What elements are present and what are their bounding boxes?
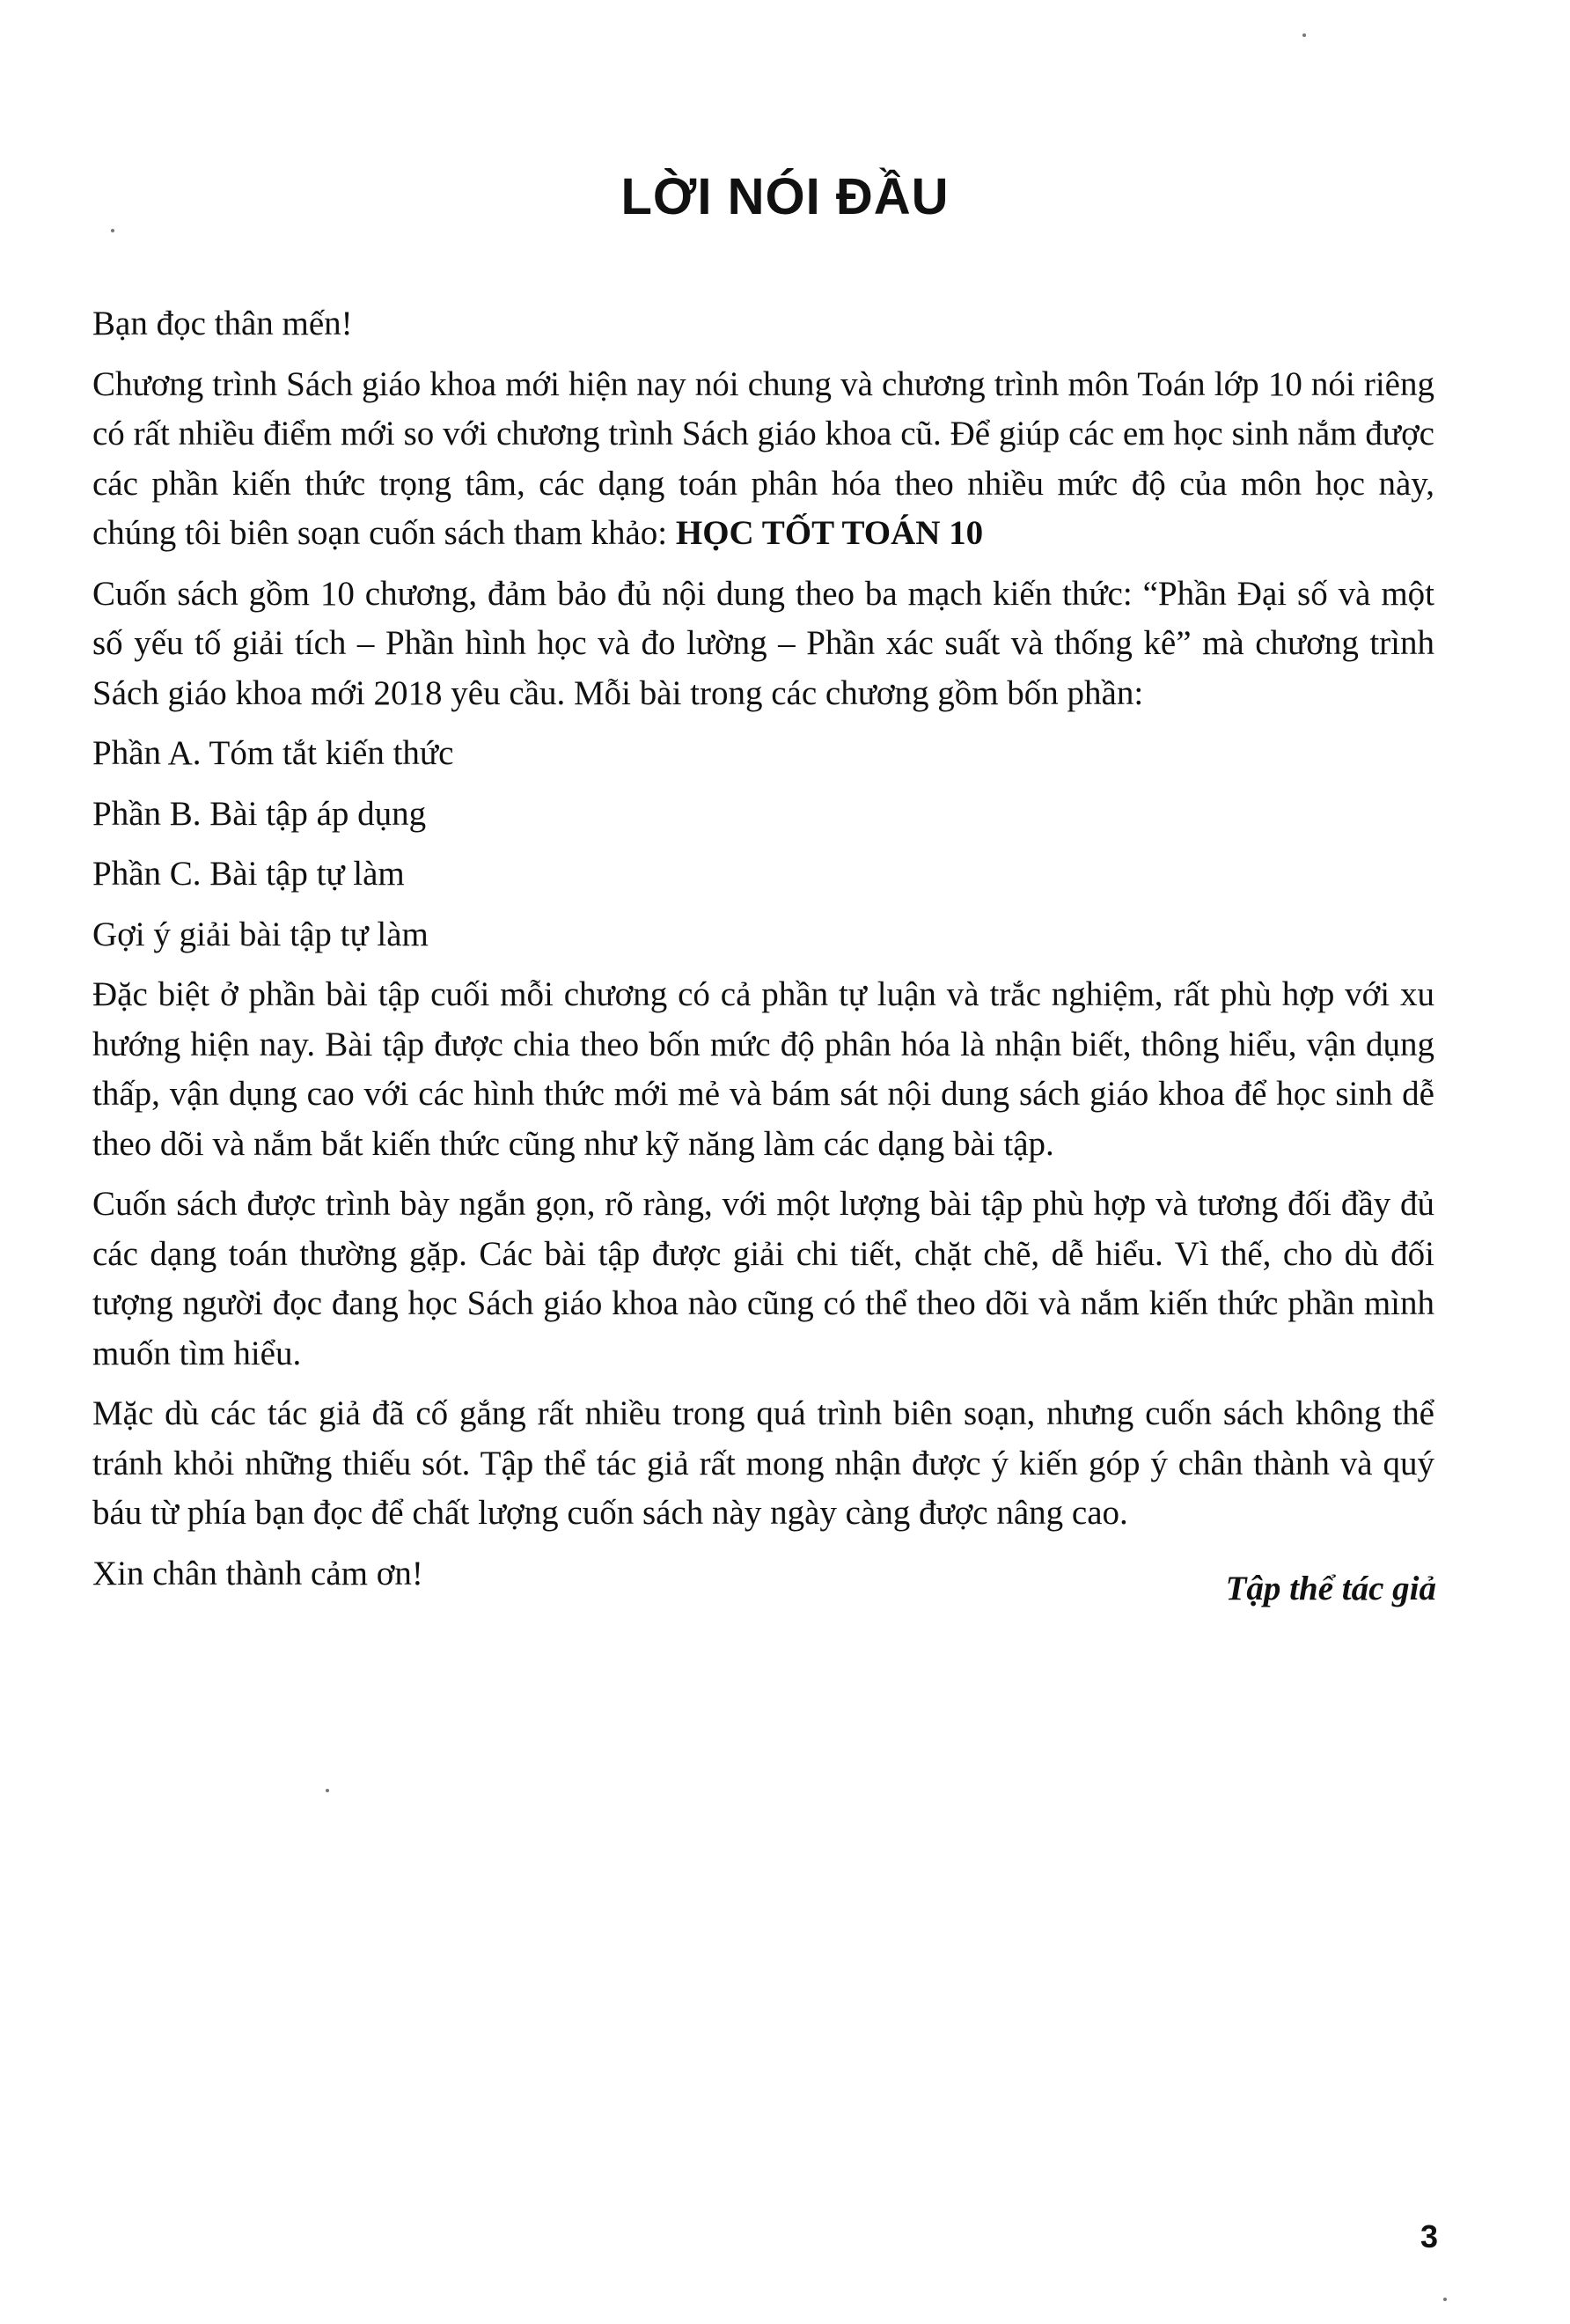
book-title: HỌC TỐT TOÁN 10 (675, 514, 984, 552)
part-a: Phần A. Tóm tắt kiến thức (92, 734, 454, 772)
scan-speck (326, 1789, 329, 1792)
part-c: Phần C. Bài tập tự làm (92, 855, 405, 893)
preface-body (92, 299, 1434, 1609)
scan-speck (1443, 2298, 1447, 2301)
solution-hints: Gợi ý giải bài tập tự làm (92, 915, 429, 953)
structure-paragraph: Cuốn sách gồm 10 chương, đảm bảo đủ nội dung theo ba mạch kiến thức: “Phần Đại số và một số yếu tố giải tích – Phần hình học và đo lường – Phần xác suất và thống kê” mà chương trình Sách giáo khoa mới 2018 yêu cầu. Mỗi bài trong các chương gồm bốn phần: (92, 574, 1434, 712)
page-number: 3 (1420, 2218, 1438, 2254)
scan-speck (111, 229, 114, 232)
closing-paragraph: Mặc dù các tác giả đã cố gắng rất nhiều trong quá trình biên soạn, nhưng cuốn sách không thể tránh khỏi những thiếu sót. Tập thể tác giả rất mong nhận được ý kiến góp ý chân thành và quý báu từ phía bạn đọc để chất lượng cuốn sách này ngày càng được nâng cao. (92, 1394, 1434, 1532)
intro-paragraph (92, 360, 1434, 559)
thanks-line: Xin chân thành cảm ơn! (92, 1554, 423, 1592)
page-title: LỜI NÓI ĐẦU (620, 168, 950, 225)
scan-speck (1302, 33, 1306, 37)
author-signature: Tập thể tác giả (1225, 1570, 1436, 1607)
greeting: Bạn đọc thân mến! (92, 305, 353, 342)
presentation-paragraph: Cuốn sách được trình bày ngắn gọn, rõ ràng, với một lượng bài tập phù hợp và tương đối đầy đủ các dạng toán thường gặp. Các bài tập được giải chi tiết, chặt chẽ, dễ hiểu. Vì thế, cho dù đối tượng người đọc đang học Sách giáo khoa nào cũng có thể theo dõi và nắm kiến thức phần mình muốn tìm hiểu. (92, 1185, 1434, 1372)
part-b: Phần B. Bài tập áp dụng (92, 794, 427, 833)
special-paragraph: Đặc biệt ở phần bài tập cuối mỗi chương có cả phần tự luận và trắc nghiệm, rất phù hợp với xu hướng hiện nay. Bài tập được chia theo bốn mức độ phân hóa là nhận biết, thông hiểu, vận dụng thấp, vận dụng cao với các hình thức mới mẻ và bám sát nội dung sách giáo khoa để học sinh dễ theo dõi và nắm bắt kiến thức cũng như kỹ năng làm các dạng bài tập. (92, 975, 1434, 1163)
intro-text: Chương trình Sách giáo khoa mới hiện nay nói chung và chương trình môn Toán lớp 10 nói riêng có rất nhiều điểm mới so với chương trình Sách giáo khoa cũ. Để giúp các em học sinh nắm được các phần kiến thức trọng tâm, các dạng toán phân hóa theo nhiều mức độ của môn học này, chúng tôi biên soạn cuốn sách tham khảo: (92, 364, 1434, 552)
